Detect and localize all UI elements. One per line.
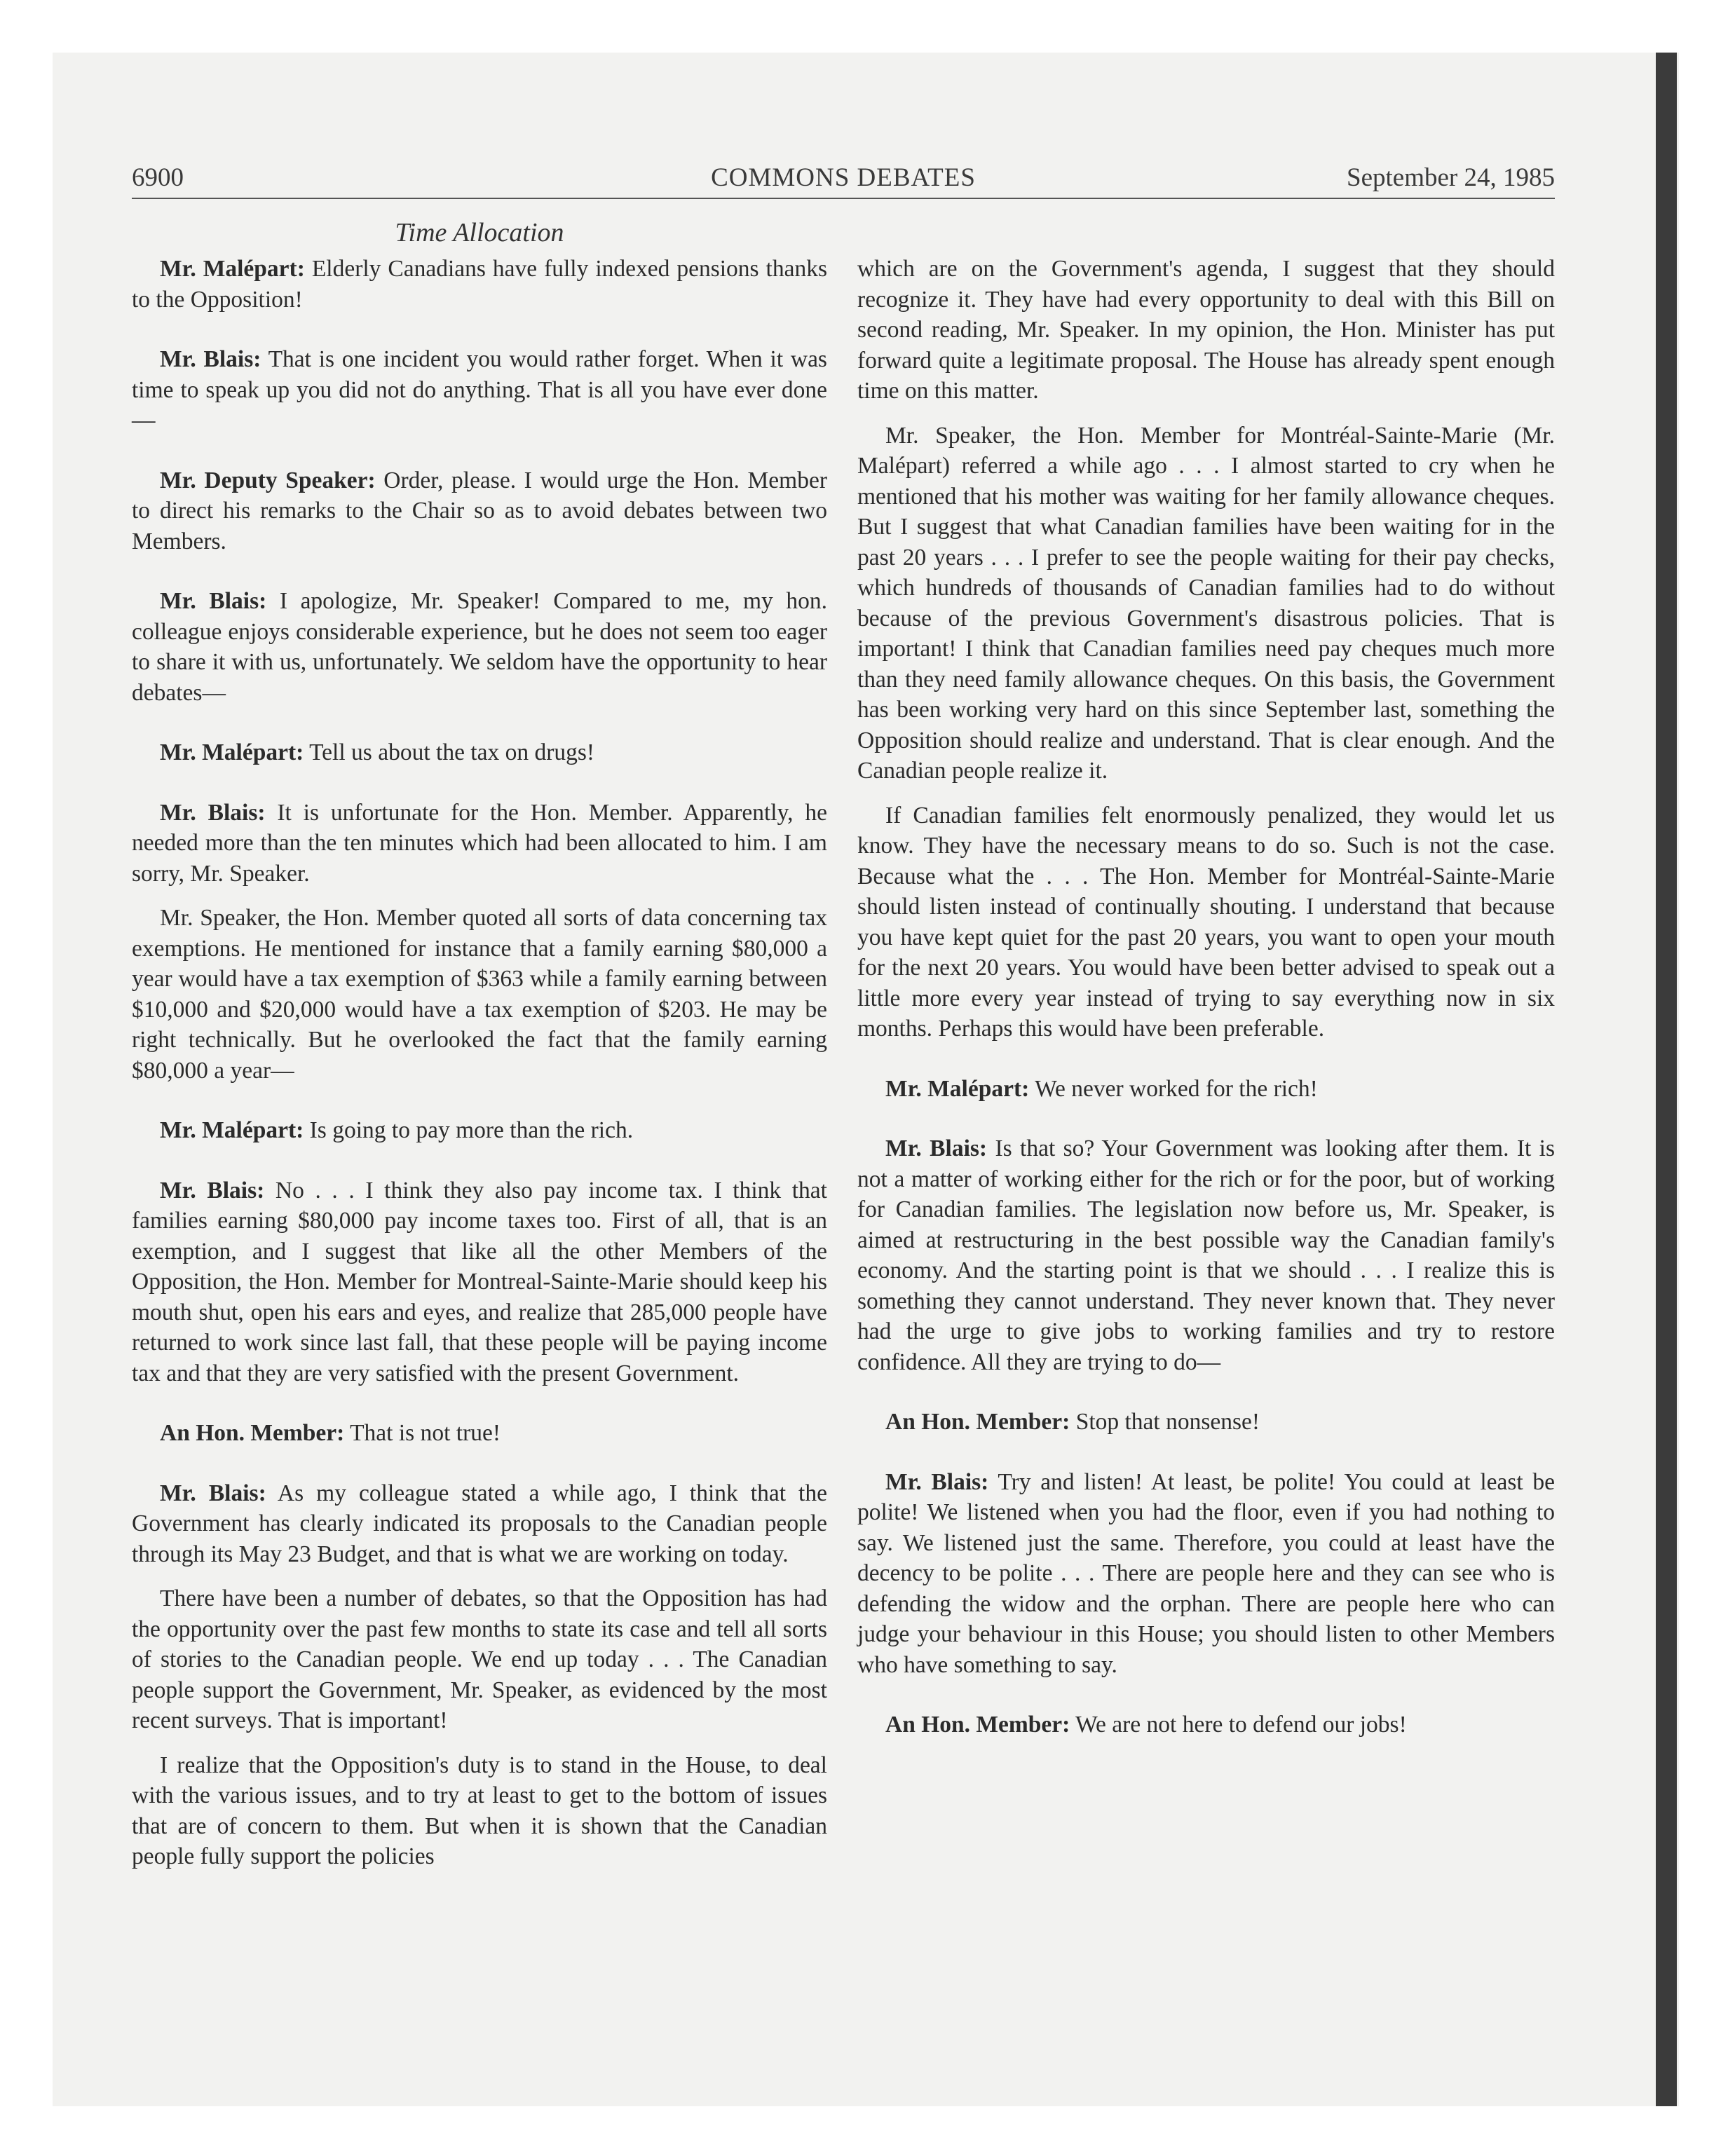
speaker-name: Mr. Blais: [160,1177,265,1203]
paragraph [857,1133,1555,1377]
paragraph [132,344,827,436]
paragraph-text: That is not true! [350,1420,501,1446]
speaker-name: Mr. Malépart: [160,739,304,765]
paragraph-text: Is going to pay more than the rich. [309,1117,634,1143]
paragraph-text: I apologize, Mr. Speaker! Compared to me, my hon. colleague enjoys considerable experience, but he does not seem too eager to share it with us, unfortunately. We seldom have the opportunity to hear debates— [132,588,828,706]
speaker-name: Mr. Malépart: [160,256,305,282]
paragraph [132,465,827,557]
right-column [857,254,1555,1754]
speaker-name: Mr. Deputy Speaker: [160,467,376,493]
paragraph-text: That is one incident you would rather forget. When it was time to speak up you did not do anything. That is all you have ever done— [132,346,827,433]
left-column [132,254,827,1886]
paragraph [132,1583,827,1736]
paragraph-text: Stop that nonsense! [1075,1409,1260,1435]
speaker-name: Mr. Blais: [885,1135,988,1161]
paragraph-text: There have been a number of debates, so that the Opposition has had the opportunity over the past few months to state its case and tell all sorts of stories to the Canadian people. We end up today . . . The Canadian people support the Government, Mr. Speaker, as evidenced by the most recent surveys. That is important! [132,1585,827,1733]
page-header [132,163,1555,199]
paragraph [857,1467,1555,1681]
paragraph [132,1418,827,1449]
paragraph-text: No . . . I think they also pay income tax. I think that families earning $80,000 pay income taxes too. First of all, that is an exemption, and I suggest that like all the other Members of the Opposition, the Hon. Member for Montreal-Sainte-Marie should keep his mouth shut, open his ears and eyes, and realize that 285,000 people have returned to work since last fall, that these people will be paying income tax and that they are very satisfied with the present Government. [132,1177,827,1386]
speaker-name: An Hon. Member: [160,1420,345,1446]
paragraph [132,586,827,708]
speaker-name: Mr. Malépart: [885,1075,1030,1102]
paragraph [132,1750,827,1872]
paragraph-text: Tell us about the tax on drugs! [309,739,595,765]
paragraph-text: As my colleague stated a while ago, I think that the Government has clearly indicated its proposals to the Canadian people through its May 23 Budget, and that is what we are working on today. [132,1480,827,1567]
paragraph [132,737,827,768]
speaker-name: Mr. Blais: [160,799,266,826]
page-date: September 24, 1985 [1347,163,1555,192]
scan-edge-shadow [1656,53,1677,2106]
paragraph [857,254,1555,407]
paragraph [132,798,827,889]
paragraph [132,1115,827,1146]
speaker-name: Mr. Blais: [160,346,261,372]
publication-title: COMMONS DEBATES [711,163,976,192]
paragraph [132,1175,827,1389]
speaker-name: Mr. Malépart: [160,1117,304,1143]
page-number: 6900 [132,163,184,192]
paragraph-text: Order, please. I would urge the Hon. Member to direct his remarks to the Chair so as to avoid debates between two Members. [132,467,828,554]
speaker-name: Mr. Blais: [160,588,267,614]
paragraph [857,1074,1555,1105]
speaker-name: An Hon. Member: [885,1712,1070,1738]
paragraph-text: It is unfortunate for the Hon. Member. Apparently, he needed more than the ten minutes which had been allocated to him. I am sorry, Mr. Speaker. [132,799,827,887]
paragraph-text: Try and listen! At least, be polite! You could at least be polite! We listened when you had the floor, even if you had nothing to say. We listened just the same. Therefore, you could at least have the decency to be polite . . . There are people here and they can see who is defending the widow and the orphan. There are people here who can judge your behaviour in this House; you should listen to other Members who have something to say. [857,1468,1555,1678]
paragraph-text: If Canadian families felt enormously penalized, they would let us know. They have the necessary means to do so. Such is not the case. Because what the . . . The Hon. Member for Montréal-Sainte-Marie should listen instead of continually shouting. I understand that because you have kept quiet for the past 20 years, you want to open your mouth for the next 20 years. You would have been better advised to speak out a little more every year instead of trying to say everything now in six months. Perhaps this would have been preferable. [857,802,1555,1042]
paragraph-text: I realize that the Opposition's duty is to stand in the House, to deal with the various issues, and to try at least to get to the bottom of issues that are of concern to them. But when it is shown that the Canadian people fully support the policies [132,1752,827,1869]
paragraph-text: Mr. Speaker, the Hon. Member for Montréal-Sainte-Marie (Mr. Malépart) referred a while ago . . . I almost started to cry when he mentioned that his mother was waiting for her family allowance cheques. But I suggest that what Canadian families have been waiting for in the past 20 years . . . I prefer to see the people waiting for their pay checks, which hundreds of thousands of Canadian families had to do without because of the previous Government's disastrous policies. That is important! I think that Canadian families need pay cheques much more than they need family allowance cheques. On this basis, the Government has been working very hard on this since September last, something the Opposition should realize and understand. That is clear enough. And the Canadian people realize it. [857,422,1555,784]
paragraph-text: which are on the Government's agenda, I suggest that they should recognize it. They have had every opportunity to deal with this Bill on second reading, Mr. Speaker. In my opinion, the Hon. Minister has put forward quite a legitimate proposal. The House has already spent enough time on this matter. [857,256,1555,404]
paragraph [132,903,827,1086]
paragraph [857,1710,1555,1740]
paragraph [857,421,1555,786]
paragraph-text: We are not here to defend our jobs! [1075,1712,1407,1738]
paragraph [132,254,827,315]
paragraph-text: Elderly Canadians have fully indexed pensions thanks to the Opposition! [132,256,827,313]
speaker-name: Mr. Blais: [885,1468,989,1495]
section-title: Time Allocation [395,218,564,247]
paragraph [857,1407,1555,1438]
paragraph-text: Is that so? Your Government was looking after them. It is not a matter of working either for the rich or for the poor, but of working for Canadian families. The legislation now before us, Mr. Speaker, is aimed at restructuring in the best possible way the Canadian family's economy. And the starting point is that we should . . . I realize this is something they cannot understand. They never known that. They never had the urge to give jobs to working families and try to restore confidence. All they are trying to do— [857,1135,1556,1375]
paragraph [857,800,1555,1044]
paragraph-text: We never worked for the rich! [1035,1075,1318,1102]
paragraph-text: Mr. Speaker, the Hon. Member quoted all sorts of data concerning tax exemptions. He mentioned for instance that a family earning $80,000 a year would have a tax exemption of $363 while a family earning between $10,000 and $20,000 would have a tax exemption of $203. He may be right technically. But he overlooked the fact that the family earning $80,000 a year— [132,905,827,1084]
speaker-name: Mr. Blais: [160,1480,266,1506]
speaker-name: An Hon. Member: [885,1409,1070,1435]
paragraph [132,1478,827,1570]
